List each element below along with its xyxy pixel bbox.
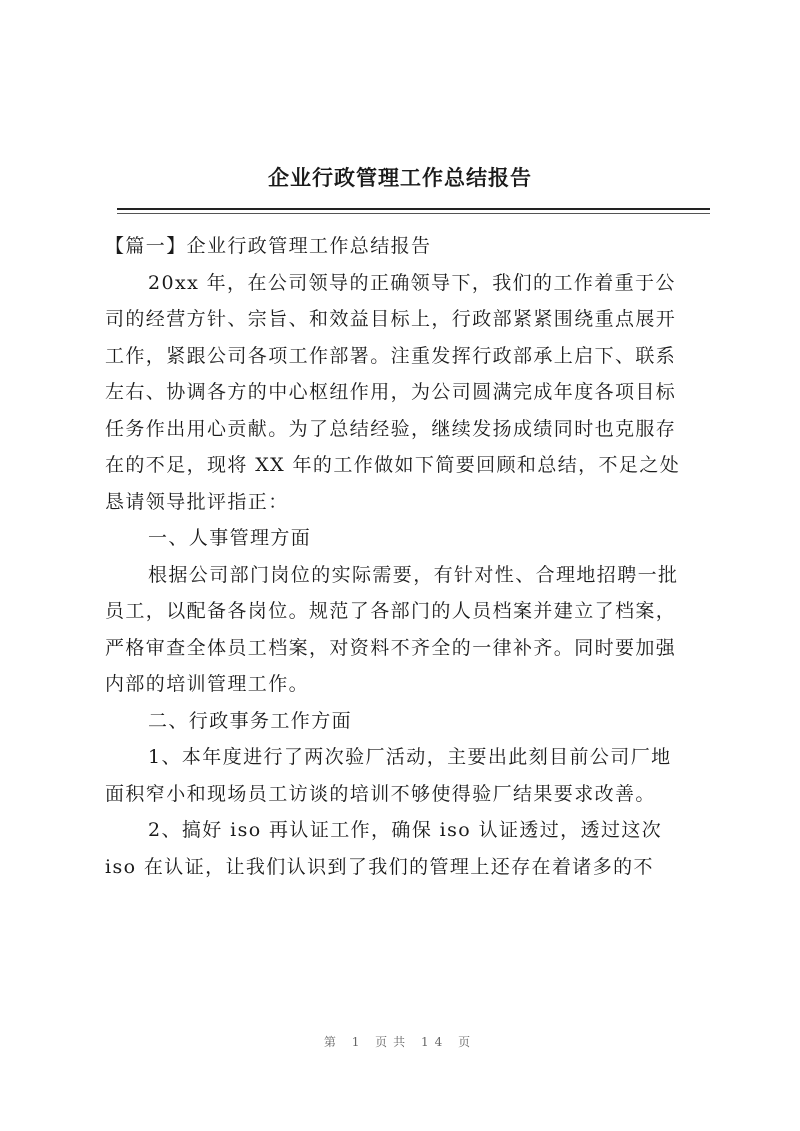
- paragraph-line: 根据公司部门岗位的实际需要，有针对性、合理地招聘一批: [148, 563, 679, 586]
- paragraph-line: 恳请领导批评指正：: [105, 490, 289, 513]
- paragraph-line: 在的不足，现将 XX 年的工作做如下简要回顾和总结，不足之处: [105, 454, 681, 476]
- paragraph-line: 工作，紧跟公司各项工作部署。注重发挥行政部承上启下、联系: [105, 344, 677, 367]
- paragraph-line: iso 在认证，让我们认识到了我们的管理上还存在着诸多的不: [105, 855, 654, 878]
- section-heading: 【篇一】企业行政管理工作总结报告: [105, 235, 432, 257]
- title-divider-thin: [117, 213, 710, 214]
- paragraph-line: 左右、协调各方的中心枢纽作用，为公司圆满完成年度各项目标: [105, 381, 677, 403]
- paragraph-line: 面积窄小和现场员工访谈的培训不够使得验厂结果要求改善。: [105, 782, 656, 805]
- paragraph-line: 严格审查全体员工档案，对资料不齐全的一律补齐。同时要加强: [105, 636, 677, 659]
- subsection-heading: 一、人事管理方面: [148, 527, 312, 549]
- paragraph-line: 20xx 年，在公司领导的正确领导下，我们的工作着重于公: [148, 271, 676, 294]
- paragraph-line: 2、搞好 iso 再认证工作，确保 iso 认证透过，透过这次: [148, 819, 663, 841]
- paragraph-line: 内部的培训管理工作。: [105, 673, 310, 695]
- subsection-heading: 二、行政事务工作方面: [148, 709, 353, 732]
- document-title: 企业行政管理工作总结报告: [268, 165, 532, 190]
- document-body: [105, 228, 715, 885]
- paragraph-line: 1、本年度进行了两次验厂活动，主要出此刻目前公司厂地: [148, 746, 672, 768]
- paragraph-line: 任务作出用心贡献。为了总结经验，继续发扬成绩同时也克服存: [105, 417, 677, 440]
- paragraph-line: 员工，以配备各岗位。规范了各部门的人员档案并建立了档案，: [105, 600, 677, 622]
- title-divider: [117, 208, 710, 210]
- page-number-footer: 第 1 页共 14 页: [323, 1035, 477, 1049]
- paragraph-line: 司的经营方针、宗旨、和效益目标上，行政部紧紧围绕重点展开: [105, 308, 677, 330]
